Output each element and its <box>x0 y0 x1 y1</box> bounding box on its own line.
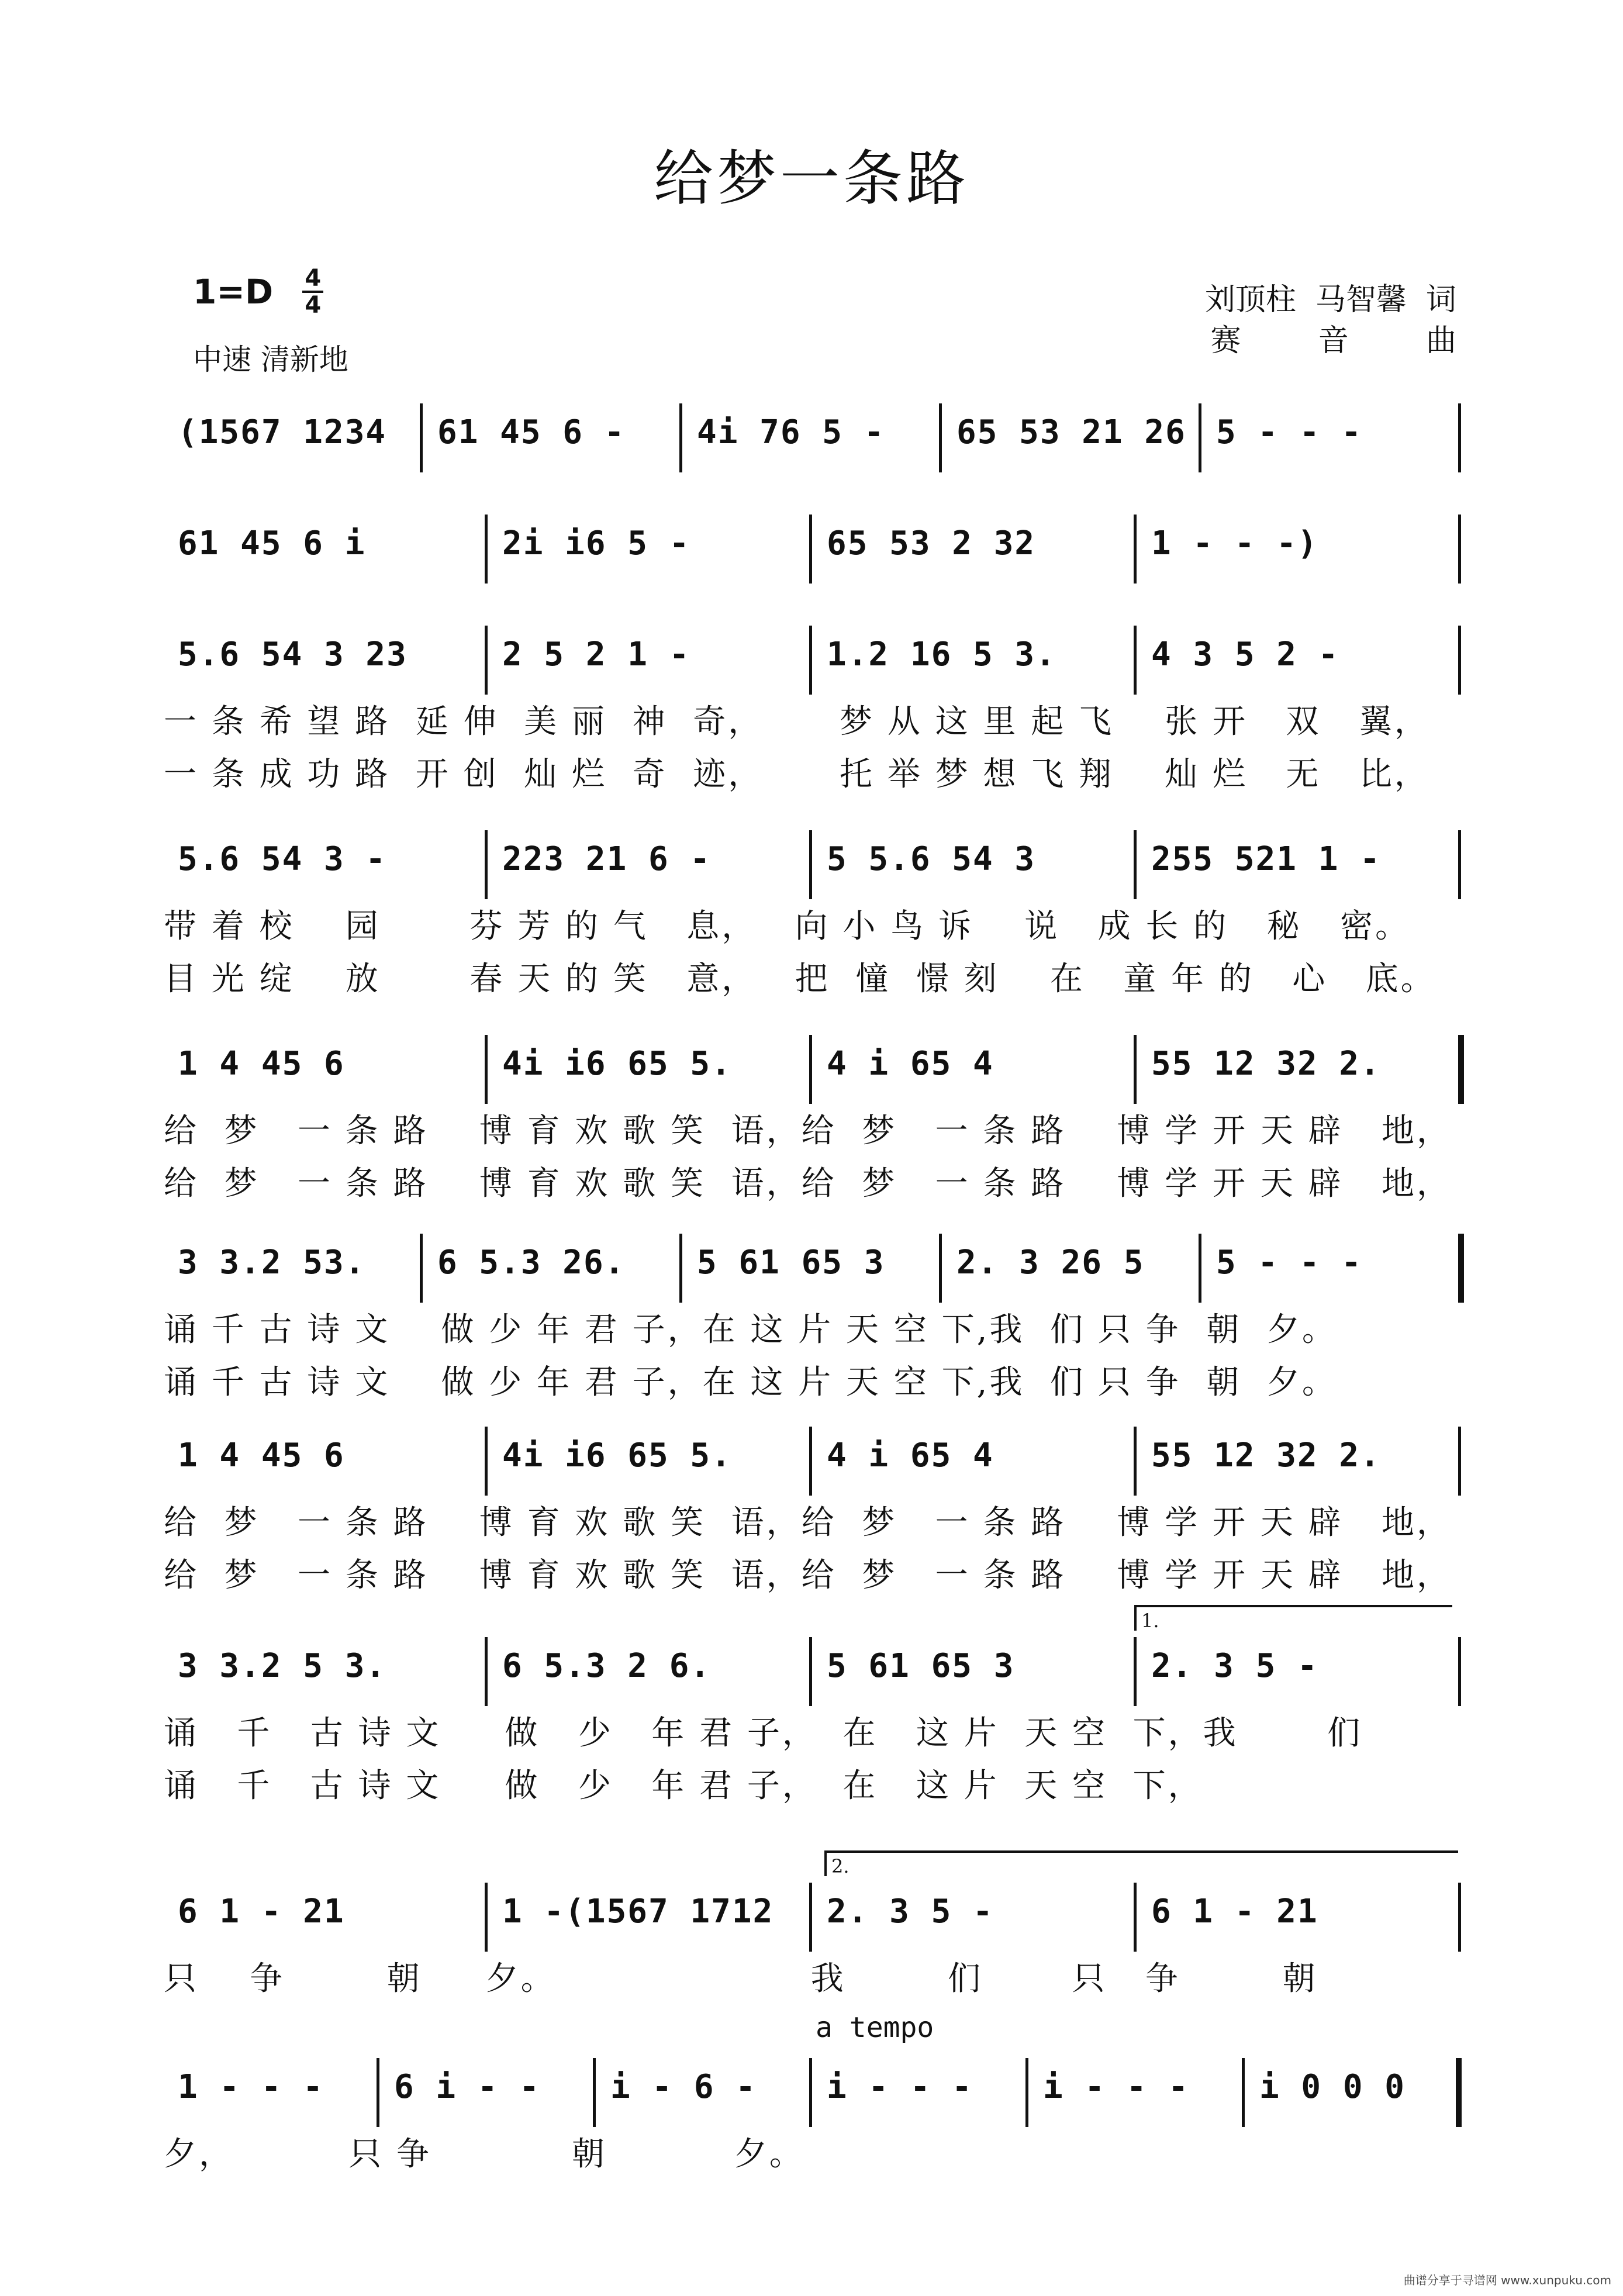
measure: i - - - <box>827 2068 973 2106</box>
bar-line <box>1199 1234 1201 1303</box>
measure: 255 521 1 - <box>1151 840 1381 878</box>
measure: 2. 3 5 - <box>827 1893 994 1931</box>
lyric-line: 诵 千 古 诗 文 做 少 年 君 子，在 这 片 天 空 下,我 们 只 争 朝 夕。 <box>164 1363 1337 1401</box>
volta-bracket <box>824 1850 1458 1876</box>
measure: 3 3.2 5 3. <box>178 1647 387 1685</box>
measure: 65 53 21 26 <box>956 413 1186 451</box>
volta-number: 2. <box>831 1855 850 1877</box>
notes-row <box>164 403 1462 462</box>
measure: 5 - - - <box>1216 413 1363 451</box>
measure: 5 61 65 3 <box>827 1647 1015 1685</box>
measure: 4i i6 65 5. <box>502 1437 732 1475</box>
measure: 5 61 65 3 <box>697 1244 885 1282</box>
bar-line <box>1134 1637 1137 1706</box>
measure: 6 i - - <box>394 2068 541 2106</box>
bar-line <box>485 830 488 899</box>
bar-line <box>1458 1883 1461 1952</box>
measure: 223 21 6 - <box>502 840 712 878</box>
measure: 6 1 - 21 <box>178 1893 345 1931</box>
measure: 4 i 65 4 <box>827 1437 994 1475</box>
notes-row <box>164 830 1462 889</box>
notes-row <box>164 1427 1462 1485</box>
volta-number: 1. <box>1141 1610 1159 1632</box>
bar-line <box>1458 403 1461 472</box>
key-signature <box>193 266 323 317</box>
measure: 1.2 16 5 3. <box>827 636 1056 674</box>
bar-line <box>809 830 812 899</box>
bar-line <box>485 626 488 695</box>
bar-line <box>809 515 812 584</box>
bar-line <box>485 515 488 584</box>
notes-row <box>164 2058 1462 2117</box>
lyric-line: 给 梦 一 条 路 博 育 欢 歌 笑 语，给 梦 一 条 路 博 学 开 天 辟 地， <box>164 1504 1452 1542</box>
composer-credit: 赛 音 曲 <box>1210 323 1456 358</box>
key-label: 1=D <box>193 272 274 312</box>
measure: 55 12 32 2. <box>1151 1437 1381 1475</box>
measure: 1 - - - <box>178 2068 324 2106</box>
lyric-line: 一 条 成 功 路 开 创 灿 烂 奇 迹， 托 举 梦 想 飞 翔 灿 烂 无 比， <box>164 755 1429 793</box>
measure: 5.6 54 3 - <box>178 840 387 878</box>
measure: 1 4 45 6 <box>178 1437 345 1475</box>
bar-line <box>485 1637 488 1706</box>
notes-row <box>164 626 1462 684</box>
lyric-line: 给 梦 一 条 路 博 育 欢 歌 笑 语，给 梦 一 条 路 博 学 开 天 辟 地， <box>164 1556 1452 1594</box>
measure: i - - - <box>1043 2068 1190 2106</box>
tempo-marking: a tempo <box>816 2011 934 2044</box>
bar-line <box>809 1883 812 1952</box>
bar-line <box>1458 1427 1461 1496</box>
measure: 4 i 65 4 <box>827 1045 994 1083</box>
bar-line <box>485 1427 488 1496</box>
lyric-line: 诵 千 古 诗 文 做 少 年 君 子， 在 这 片 天 空 下， <box>164 1767 1203 1805</box>
time-numerator: 4 <box>302 266 323 293</box>
bar-line <box>939 1234 942 1303</box>
lyric-line: 一 条 希 望 路 延 伸 美 丽 神 奇， 梦 从 这 里 起 飞 张 开 双 翼， <box>164 703 1429 741</box>
measure: 6 1 - 21 <box>1151 1893 1318 1931</box>
measure: i 0 0 0 <box>1259 2068 1406 2106</box>
bar-line <box>809 2058 812 2127</box>
measure: 61 45 6 - <box>437 413 626 451</box>
bar-line <box>485 1035 488 1104</box>
tempo-text: 中速 清新地 <box>193 343 348 377</box>
time-signature <box>302 266 323 317</box>
lyric-line: 目 光 绽 放 春 天 的 笑 意， 把 憧 憬 刻 在 童 年 的 心 底。 <box>164 960 1436 998</box>
bar-line <box>1134 830 1137 899</box>
bar-line <box>679 1234 682 1303</box>
bar-line <box>1134 626 1137 695</box>
measure: (1567 1234 <box>178 413 387 451</box>
measure: 6 5.3 26. <box>437 1244 626 1282</box>
notes-row <box>164 1637 1462 1696</box>
measure: 4 3 5 2 - <box>1151 636 1339 674</box>
measure: 1 4 45 6 <box>178 1045 345 1083</box>
measure: 5 - - - <box>1216 1244 1363 1282</box>
bar-line <box>809 626 812 695</box>
bar-line <box>1458 1637 1461 1706</box>
bar-line <box>485 1883 488 1952</box>
bar-line <box>809 1427 812 1496</box>
watermark: 曲谱分享于寻谱网 www.xunpuku.com <box>1403 2273 1611 2287</box>
lyric-line: 给 梦 一 条 路 博 育 欢 歌 笑 语，给 梦 一 条 路 博 学 开 天 辟 地， <box>164 1112 1452 1150</box>
measure: 65 53 2 32 <box>827 524 1036 562</box>
measure: 2. 3 5 - <box>1151 1647 1318 1685</box>
bar-line <box>1134 1427 1137 1496</box>
lyric-line: 只 争 朝 夕。 我 们 只 争 朝 <box>164 1960 1318 1998</box>
measure: 61 45 6 i <box>178 524 366 562</box>
time-denominator: 4 <box>305 292 322 319</box>
lyric-line: 带 着 校 园 芬 芳 的 气 息， 向 小 鸟 诉 说 成 长 的 秘 密。 <box>164 907 1411 945</box>
page-title: 给梦一条路 <box>654 144 969 214</box>
volta-bracket <box>1134 1605 1452 1631</box>
bar-line <box>1134 1883 1137 1952</box>
notes-row <box>164 1883 1462 1941</box>
bar-line <box>679 403 682 472</box>
measure: 4i i6 65 5. <box>502 1045 732 1083</box>
measure: 1 - - -) <box>1151 524 1318 562</box>
bar-line <box>1458 1234 1464 1303</box>
credits <box>1205 279 1456 361</box>
bar-line <box>1242 2058 1245 2127</box>
bar-line <box>420 1234 423 1303</box>
lyric-line: 夕， 只 争 朝 夕。 <box>164 2135 804 2173</box>
bar-line <box>809 1637 812 1706</box>
bar-line <box>1199 403 1201 472</box>
notes-row <box>164 1035 1462 1093</box>
measure: 2 5 2 1 - <box>502 636 690 674</box>
lyric-line: 给 梦 一 条 路 博 育 欢 歌 笑 语，给 梦 一 条 路 博 学 开 天 辟 地， <box>164 1165 1452 1203</box>
measure: 4i 76 5 - <box>697 413 885 451</box>
bar-line <box>593 2058 596 2127</box>
bar-line <box>1025 2058 1028 2127</box>
bar-line <box>1458 830 1461 899</box>
notes-row <box>164 1234 1462 1292</box>
bar-line <box>939 403 942 472</box>
lyricist-credit: 刘顶柱 马智馨 词 <box>1204 282 1456 317</box>
bar-line <box>809 1035 812 1104</box>
measure: 3 3.2 53. <box>178 1244 366 1282</box>
measure: 1 -(1567 1712 <box>502 1893 774 1931</box>
measure: 5 5.6 54 3 <box>827 840 1036 878</box>
measure: 2. 3 26 5 <box>956 1244 1145 1282</box>
measure: 5.6 54 3 23 <box>178 636 408 674</box>
bar-line <box>1134 515 1137 584</box>
lyric-line: 诵 千 古 诗 文 做 少 年 君 子，在 这 片 天 空 下,我 们 只 争 朝 夕。 <box>164 1311 1337 1349</box>
bar-line <box>377 2058 379 2127</box>
measure: 55 12 32 2. <box>1151 1045 1381 1083</box>
measure: 2i i6 5 - <box>502 524 690 562</box>
bar-line <box>1134 1035 1137 1104</box>
lyric-line: 诵 千 古 诗 文 做 少 年 君 子， 在 这 片 天 空 下，我 们 <box>164 1714 1363 1752</box>
measure: i - 6 - <box>610 2068 757 2106</box>
final-bar-line <box>1456 2058 1462 2127</box>
bar-line <box>1458 626 1461 695</box>
bar-line <box>1458 515 1461 584</box>
measure: 6 5.3 2 6. <box>502 1647 712 1685</box>
bar-line <box>1458 1035 1464 1104</box>
bar-line <box>420 403 423 472</box>
notes-row <box>164 515 1462 573</box>
